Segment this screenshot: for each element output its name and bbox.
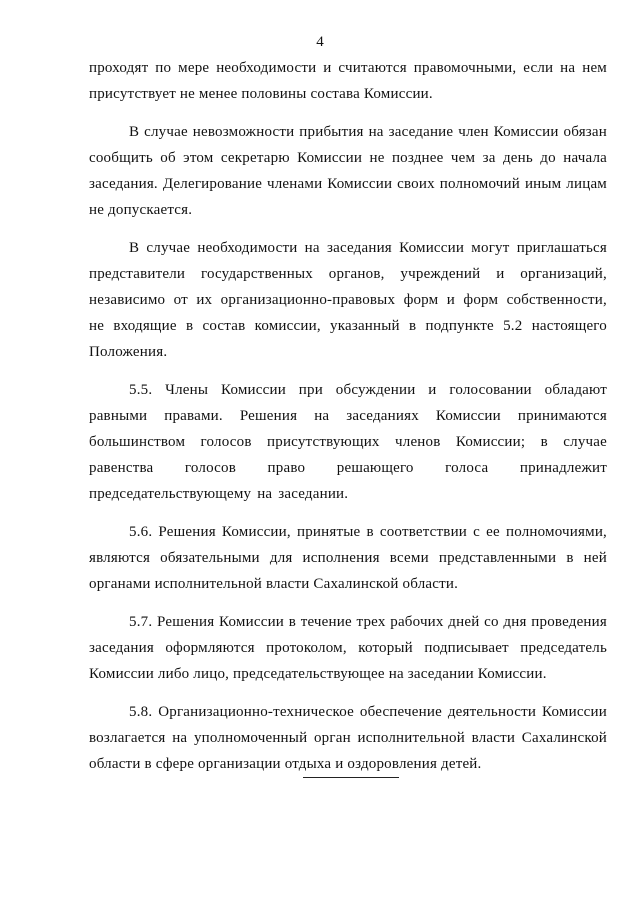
paragraph-item-5-5: 5.5. Члены Комиссии при обсуждении и голосовании обладают равными правами. Решения на заседаниях Комиссии принимаются большинством голосов присутствующих членов Комиссии; в случае равенства голосов право решающего голоса принадлежит председательствующему на заседании.	[89, 382, 607, 502]
paragraph-continuation: проходят по мере необходимости и считаются правомочными, если на нем присутствует не менее половины состава Комиссии.	[89, 60, 607, 102]
document-body	[89, 55, 607, 789]
end-of-text-rule	[303, 777, 399, 778]
paragraph-item-5-6: 5.6. Решения Комиссии, принятые в соответствии с ее полномочиями, являются обязательными для исполнения всеми представленными в ней органами исполнительной власти Сахалинской области.	[89, 524, 607, 592]
page-number: 4	[316, 34, 324, 50]
paragraph-item-5-7: 5.7. Решения Комиссии в течение трех рабочих дней со дня проведения заседания оформляются протоколом, который подписывает председатель Комиссии либо лицо, председательствующее на заседании Комиссии.	[89, 614, 607, 682]
paragraph-absence: В случае невозможности прибытия на заседание член Комиссии обязан сообщить об этом секретарю Комиссии не позднее чем за день до начала заседания. Делегирование членами Комиссии своих полномочий иным лицам не допускается.	[89, 124, 607, 218]
paragraph-item-5-8: 5.8. Организационно-техническое обеспечение деятельности Комиссии возлагается на уполномоченный орган исполнительной власти Сахалинской области в сфере организации отдыха и оздоровления детей.	[89, 704, 607, 772]
paragraph-invited: В случае необходимости на заседания Комиссии могут приглашаться представители государственных органов, учреждений и организаций, независимо от их организационно-правовых форм и форм собственности, не входящие в состав комиссии, указанный в подпункте 5.2 настоящего Положения.	[89, 240, 607, 360]
